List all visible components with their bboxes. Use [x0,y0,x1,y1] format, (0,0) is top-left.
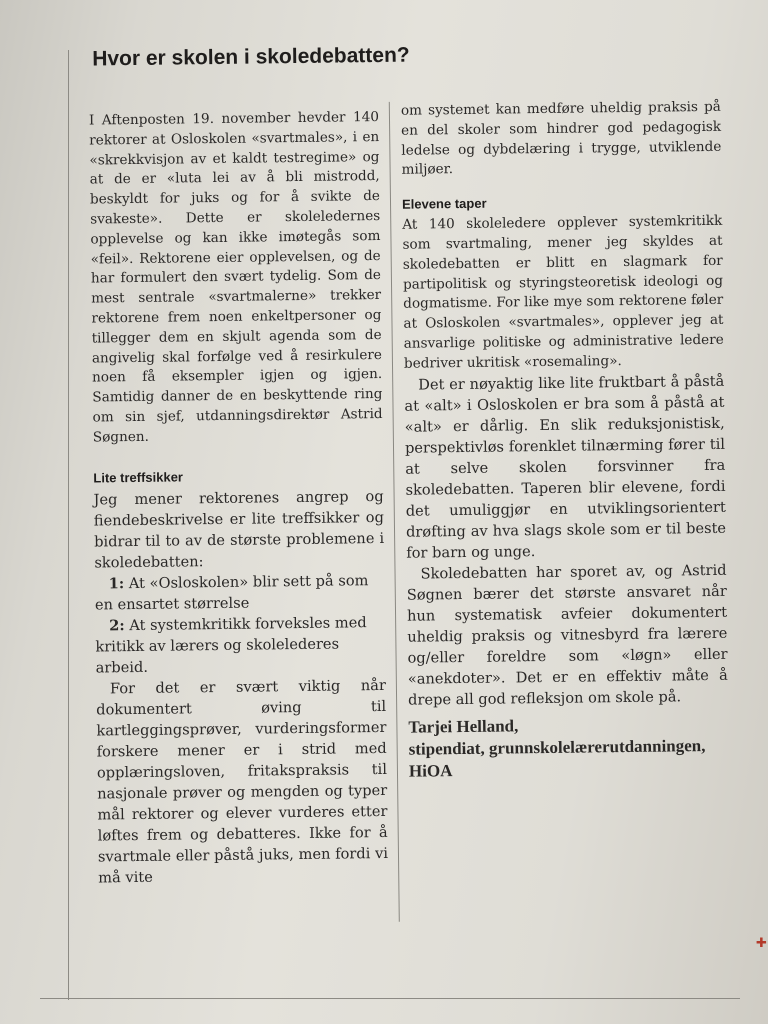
article-title: Hvor er skolen i skoledebatten? [92,43,410,71]
list-number: 2: [109,616,125,634]
paragraph: Jeg mener rektorenes angrep og fiendebeskrivelse er lite treffsikker og bidrar til to av de største problemene i skoledebatten: [93,487,385,572]
page-bottom-rule [40,998,740,999]
paragraph: Skoledebatten har sporet av, og Astrid Søgnen bærer det største ansvaret når hun systematisk avfeier dokumentert uheldig praksis og vitnesbyrd fra lærere og/eller foreldre som «løgn» eller «anekdoter». Det er en effektiv måte å drepe all god refleksjon om skole på. [406,561,728,709]
subhead-elevene-taper: Elevene taper [401,195,487,212]
right-column [401,98,729,782]
intro-paragraph: I Aftenposten 19. november hevder 140 rektorer at Osloskolen «svartmales», i en «skrekkvisjon av et kaldt testregime» og at de er «luta lei av å bli mistrodd, beskyldt for juks og for å svikte de svakeste». Dette er skoleledernes opplevelse og kan ikke imøtegås som «feil». Rektorene eier opplevelsen, og de har formulert den svært tydelig. Som de mest sentrale «svartmalerne» trekker rektorene frem noen enkeltpersoner og tillegger dem en skjult agenda som de angivelig skal forfølge ved å resirkulere noen få eksempler igjen og igjen. Samtidig danner de en beskyttende ring om sin sjef, utdanningsdirektør Astrid Søgnen. [88,108,383,446]
list-text: At systemkritikk forveksles med kritikk av lærers og skolelederes arbeid. [95,613,367,677]
list-number: 1: [108,574,125,592]
paragraph: At 140 skoleledere opplever systemkritikk som svartmaling, mener jeg skyldes at skoledebatten er blitt en slagmark for partipolitisk og styringsteoretisk ideologi og dogmatisme. For like mye som rektorene føler at Osloskolen «svartmales», opplever jeg at ansvarlige politiske og administrative ledere bedriver ukritisk «rosemaling». [402,212,724,372]
column-divider [389,102,400,922]
paragraph: Det er nøyaktig like lite fruktbart å påstå at «alt» i Osloskolen er bra som å påstå at «alt» er dårlig. En slik reduksjonistisk, perspektivløs forenklet tilnærming fører til at selve skolen forsvinner fra skoledebatten. Taperen blir elevene, fordi det umuliggjør en utviklingsorientert drøfting av hva slags skole som er til beste for barn og unge. [404,372,727,562]
list-item-1 [95,569,385,615]
page-edge-mark: ✚ [756,936,767,951]
list-text: At «Osloskolen» blir sett på som en ensartet størrelse [94,571,369,614]
author-name: Tarjei Helland, [408,715,519,737]
paragraph: For det er svært viktig når dokumentert øving til kartleggingsprøver, vurderingsformer forskere mener er i strid med opplæringsloven, fritakspraksis til nasjonale prøver og mengden og typer mål rektorer og elever vurderes etter løftes frem og debatteres. Ikke for å svartmale eller påstå juks, men fordi vi må vite [96,676,389,887]
subhead-lite-treffsikker: Lite treffsikker [93,468,184,486]
article-page [50,31,761,979]
paragraph: om systemet kan medføre uheldig praksis på en del skoler som hindrer god pedagogisk ledelse og dybdelæring i trygge, utviklende miljøer. [400,98,722,179]
left-column [89,108,388,888]
list-item-2 [95,611,386,678]
author-affiliation: stipendiat, grunnskolelærerutdanningen, HiOA [408,735,706,781]
